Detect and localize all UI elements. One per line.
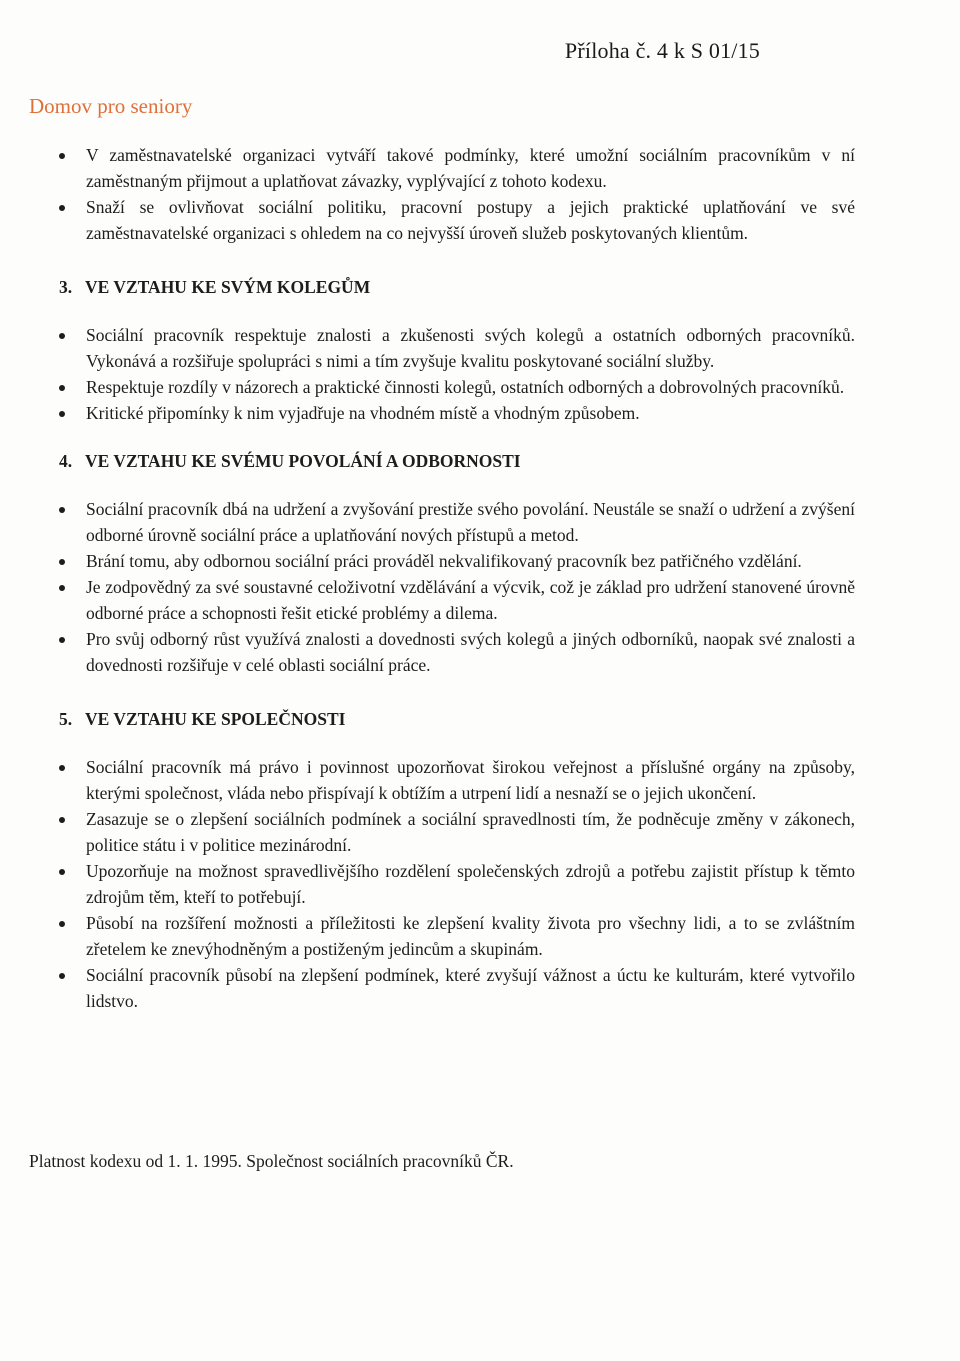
section-number: 3.: [59, 277, 73, 297]
list-item: Zasazuje se o zlepšení sociálních podmínek a sociální spravedlnosti tím, že podněcuje změny v zákonech, politice státu i v politice mezinárodní.: [0, 806, 960, 858]
list-item: Sociální pracovník respektuje znalosti a zkušenosti svých kolegů a ostatních odborných pracovníků. Vykonává a rozšiřuje spolupráci s nimi a tím zvyšuje kvalitu poskytované sociální služby.: [0, 322, 960, 374]
document-content: [0, 142, 960, 1014]
document-title: Domov pro seniory: [29, 94, 193, 118]
section-title: VE VZTAHU KE SPOLEČNOSTI: [85, 709, 346, 729]
intro-list: [0, 142, 960, 246]
list-item: Snaží se ovlivňovat sociální politiku, pracovní postupy a jejich praktické uplatňování ve své zaměstnavatelské organizaci s ohledem na co nejvyšší úroveň služeb poskytovaných klientům.: [0, 194, 960, 246]
list-item: Je zodpovědný za své soustavné celoživotní vzdělávání a výcvik, což je základ pro udržení stanovené úrovně odborné práce a schopnosti řešit etické problémy a dilema.: [0, 574, 960, 626]
list-item: V zaměstnavatelské organizaci vytváří takové podmínky, které umožní sociálním pracovníkům v ní zaměstnaným přijmout a uplatňovat závazky, vyplývající z tohoto kodexu.: [0, 142, 960, 194]
section-heading-5: [59, 706, 960, 732]
list-item: Sociální pracovník působí na zlepšení podmínek, které zvyšují vážnost a úctu ke kulturám, které vytvořilo lidstvo.: [0, 962, 960, 1014]
attachment-label: Příloha č. 4 k S 01/15: [564, 38, 760, 63]
section-3-list: [0, 322, 960, 426]
list-item: Upozorňuje na možnost spravedlivějšího rozdělení společenských zdrojů a potřebu zajistit přístup k těmto zdrojům těm, kteří to potřebují.: [0, 858, 960, 910]
section-4-list: [0, 496, 960, 678]
section-5-list: [0, 754, 960, 1014]
list-item: Sociální pracovník dbá na udržení a zvyšování prestiže svého povolání. Neustále se snaží o udržení a zvýšení odborné úrovně sociální práce a uplatňování nových přístupů a metod.: [0, 496, 960, 548]
section-heading-3: [59, 274, 960, 300]
list-item: Sociální pracovník má právo i povinnost upozorňovat širokou veřejnost a příslušné orgány na způsoby, kterými společnost, vláda nebo přispívají k obtížím a utrpení lidí a nesnaží se o jejich ukončení.: [0, 754, 960, 806]
list-item: Působí na rozšíření možnosti a příležitosti ke zlepšení kvality života pro všechny lidi, a to se zvláštním zřetelem ke znevýhodněným a postiženým jedincům a skupinám.: [0, 910, 960, 962]
list-item: Brání tomu, aby odbornou sociální práci prováděl nekvalifikovaný pracovník bez patřičného vzdělání.: [0, 548, 960, 574]
list-item: Respektuje rozdíly v názorech a praktické činnosti kolegů, ostatních odborných a dobrovolných pracovníků.: [0, 374, 960, 400]
footer-note: Platnost kodexu od 1. 1. 1995. Společnost sociálních pracovníků ČR.: [29, 1151, 514, 1171]
section-number: 4.: [59, 451, 73, 471]
section-heading-4: [59, 448, 960, 474]
section-number: 5.: [59, 709, 73, 729]
list-item: Kritické připomínky k nim vyjadřuje na vhodném místě a vhodným způsobem.: [0, 400, 960, 426]
list-item: Pro svůj odborný růst využívá znalosti a dovednosti svých kolegů a jiných odborníků, naopak své znalosti a dovednosti rozšiřuje v celé oblasti sociální práce.: [0, 626, 960, 678]
section-title: VE VZTAHU KE SVÉMU POVOLÁNÍ A ODBORNOSTI: [85, 451, 521, 471]
section-title: VE VZTAHU KE SVÝM KOLEGŮM: [85, 277, 371, 297]
